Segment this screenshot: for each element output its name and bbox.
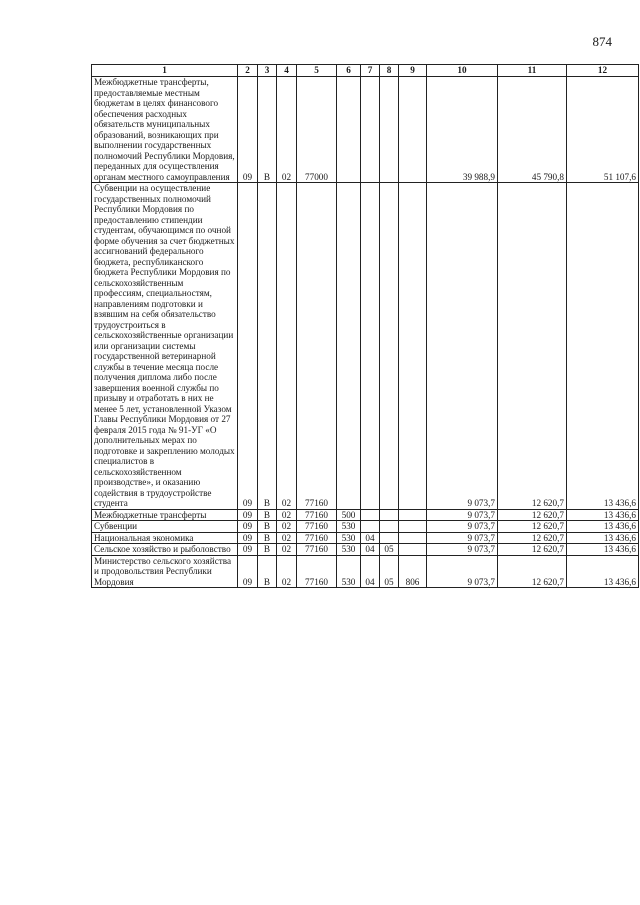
amount-cell: 13 436,6 xyxy=(567,555,639,588)
column-header: 7 xyxy=(361,65,380,77)
code-cell: 500 xyxy=(337,509,361,521)
amount-cell: 9 073,7 xyxy=(427,183,498,510)
row-name-cell: Межбюджетные трансферты xyxy=(92,509,238,521)
code-cell: 04 xyxy=(361,532,380,544)
code-cell xyxy=(399,183,427,510)
code-cell xyxy=(337,183,361,510)
code-cell: 09 xyxy=(238,544,258,556)
code-cell: 02 xyxy=(277,183,297,510)
code-cell xyxy=(380,509,399,521)
code-cell xyxy=(337,77,361,183)
code-cell: 77160 xyxy=(297,183,337,510)
amount-cell: 13 436,6 xyxy=(567,544,639,556)
amount-cell: 9 073,7 xyxy=(427,509,498,521)
page-number: 874 xyxy=(592,34,612,49)
code-cell xyxy=(361,509,380,521)
code-cell: 77160 xyxy=(297,532,337,544)
amount-cell: 13 436,6 xyxy=(567,521,639,533)
code-cell xyxy=(380,77,399,183)
row-name-cell: Субвенции на осуществление государственных полномочий Республики Мордовия по предоставлению стипендии студентам, обучающимся по очной форме обучения за счет бюджетных ассигнований федерального бюджета, республиканского бюджета Республики Мордовия по сельскохозяйственным профессиям, специальностям, направлениям подготовки и взявшим на себя обязательство трудоустроиться в сельскохозяйственные организации или организации системы государственной ветеринарной службы в течение месяца после получения диплома либо после завершения военной службы по призыву и отработать в них не менее 5 лет, установленной Указом Главы Республики Мордовия от 27 февраля 2015 года № 91-УГ «О дополнительных мерах по подготовке и закреплению молодых специалистов в сельскохозяйственном производстве», и оказанию содействия в трудоустройстве студента xyxy=(92,183,238,510)
column-header: 1 xyxy=(92,65,238,77)
code-cell: 04 xyxy=(361,555,380,588)
budget-table xyxy=(91,64,639,588)
row-name-cell: Субвенции xyxy=(92,521,238,533)
amount-cell: 45 790,8 xyxy=(498,77,567,183)
code-cell: 530 xyxy=(337,544,361,556)
table-row xyxy=(92,183,639,510)
table-row xyxy=(92,77,639,183)
amount-cell: 51 107,6 xyxy=(567,77,639,183)
code-cell: 09 xyxy=(238,521,258,533)
code-cell xyxy=(380,532,399,544)
code-cell: 02 xyxy=(277,532,297,544)
column-header: 2 xyxy=(238,65,258,77)
column-header: 3 xyxy=(258,65,277,77)
code-cell xyxy=(399,544,427,556)
code-cell: В xyxy=(258,555,277,588)
code-cell: В xyxy=(258,183,277,510)
code-cell xyxy=(361,183,380,510)
code-cell: 77160 xyxy=(297,544,337,556)
code-cell: 02 xyxy=(277,555,297,588)
table-row xyxy=(92,555,639,588)
column-header: 11 xyxy=(498,65,567,77)
table-header-row xyxy=(92,65,639,77)
code-cell: В xyxy=(258,509,277,521)
table-row xyxy=(92,532,639,544)
code-cell: В xyxy=(258,544,277,556)
amount-cell: 9 073,7 xyxy=(427,532,498,544)
code-cell: 04 xyxy=(361,544,380,556)
code-cell: В xyxy=(258,77,277,183)
row-name-cell: Межбюджетные трансферты, предоставляемые местным бюджетам в целях финансового обеспечения расходных обязательств муниципальных образований, возникающих при выполнении государственных полномочий Республики Мордовия, переданных для осуществления органам местного самоуправления xyxy=(92,77,238,183)
column-header: 9 xyxy=(399,65,427,77)
amount-cell: 12 620,7 xyxy=(498,555,567,588)
amount-cell: 13 436,6 xyxy=(567,532,639,544)
code-cell xyxy=(380,183,399,510)
code-cell: 77160 xyxy=(297,521,337,533)
code-cell: 09 xyxy=(238,77,258,183)
column-header: 4 xyxy=(277,65,297,77)
code-cell xyxy=(361,521,380,533)
amount-cell: 12 620,7 xyxy=(498,183,567,510)
table-row xyxy=(92,521,639,533)
table-row xyxy=(92,544,639,556)
row-name-cell: Министерство сельского хозяйства и продовольствия Республики Мордовия xyxy=(92,555,238,588)
code-cell xyxy=(361,77,380,183)
code-cell xyxy=(399,521,427,533)
code-cell: 77160 xyxy=(297,555,337,588)
code-cell: 02 xyxy=(277,77,297,183)
code-cell xyxy=(399,77,427,183)
row-name-cell: Национальная экономика xyxy=(92,532,238,544)
column-header: 6 xyxy=(337,65,361,77)
code-cell: 530 xyxy=(337,532,361,544)
column-header: 10 xyxy=(427,65,498,77)
code-cell xyxy=(380,521,399,533)
code-cell xyxy=(399,532,427,544)
code-cell: 05 xyxy=(380,555,399,588)
code-cell: 09 xyxy=(238,509,258,521)
amount-cell: 12 620,7 xyxy=(498,532,567,544)
code-cell: 530 xyxy=(337,555,361,588)
code-cell: 77160 xyxy=(297,509,337,521)
code-cell: 05 xyxy=(380,544,399,556)
code-cell: 02 xyxy=(277,521,297,533)
amount-cell: 12 620,7 xyxy=(498,521,567,533)
code-cell: В xyxy=(258,521,277,533)
amount-cell: 13 436,6 xyxy=(567,509,639,521)
column-header: 8 xyxy=(380,65,399,77)
column-header: 5 xyxy=(297,65,337,77)
amount-cell: 12 620,7 xyxy=(498,509,567,521)
amount-cell: 9 073,7 xyxy=(427,521,498,533)
code-cell: 09 xyxy=(238,532,258,544)
row-name-cell: Сельское хозяйство и рыболовство xyxy=(92,544,238,556)
code-cell: 02 xyxy=(277,509,297,521)
amount-cell: 12 620,7 xyxy=(498,544,567,556)
amount-cell: 13 436,6 xyxy=(567,183,639,510)
amount-cell: 9 073,7 xyxy=(427,555,498,588)
code-cell: 806 xyxy=(399,555,427,588)
amount-cell: 39 988,9 xyxy=(427,77,498,183)
code-cell: 02 xyxy=(277,544,297,556)
table-row xyxy=(92,509,639,521)
code-cell: 09 xyxy=(238,555,258,588)
column-header: 12 xyxy=(567,65,639,77)
code-cell: 77000 xyxy=(297,77,337,183)
code-cell: В xyxy=(258,532,277,544)
amount-cell: 9 073,7 xyxy=(427,544,498,556)
code-cell: 09 xyxy=(238,183,258,510)
code-cell: 530 xyxy=(337,521,361,533)
code-cell xyxy=(399,509,427,521)
